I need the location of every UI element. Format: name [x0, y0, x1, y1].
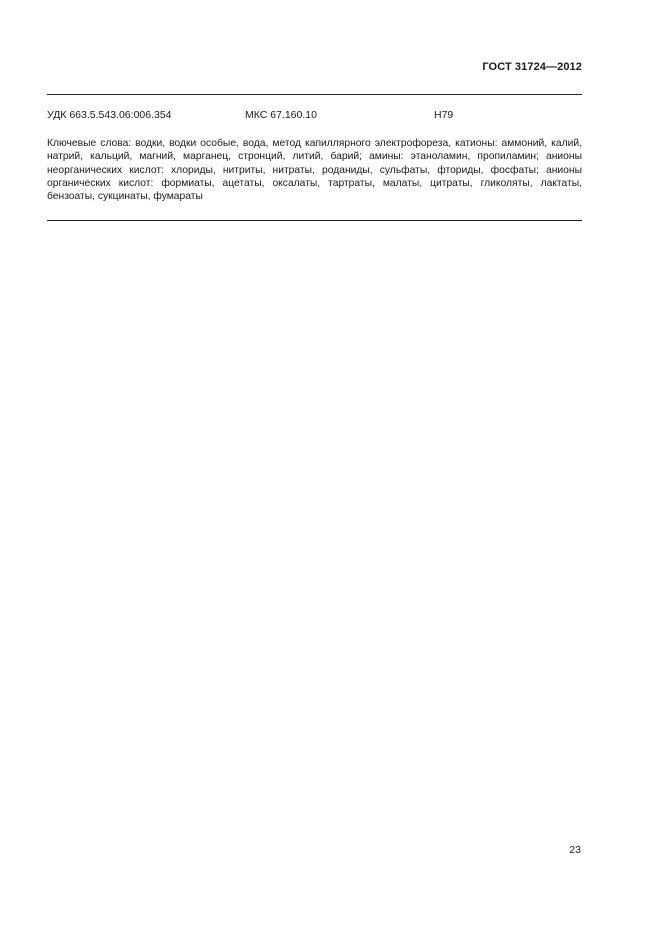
okp-code: Н79 — [434, 109, 454, 121]
bottom-divider — [47, 220, 582, 221]
udk-code: УДК 663.5.543.06:006.354 — [47, 109, 172, 121]
mks-code: МКС 67.160.10 — [245, 109, 317, 121]
page-number: 23 — [569, 844, 581, 856]
classification-codes — [47, 109, 582, 123]
top-divider — [47, 94, 582, 95]
keywords-paragraph: Ключевые слова: водки, водки особые, вода, метод капиллярного электрофореза, катионы: аммоний, калий, натрий, кальций, магний, марганец, стронций, литий, барий; амины: этаноламин, пропиламин; анионы неорганических кислот: хлориды, нитриты, нитраты, роданиды, сульфаты, фториды, фосфаты; анионы органических кислот: формиаты, ацетаты, оксалаты, тартраты, малаты, цитраты, гликоляты, лактаты, бензоаты, сукцинаты, фумараты — [47, 138, 582, 203]
standard-designation: ГОСТ 31724—2012 — [482, 61, 582, 73]
